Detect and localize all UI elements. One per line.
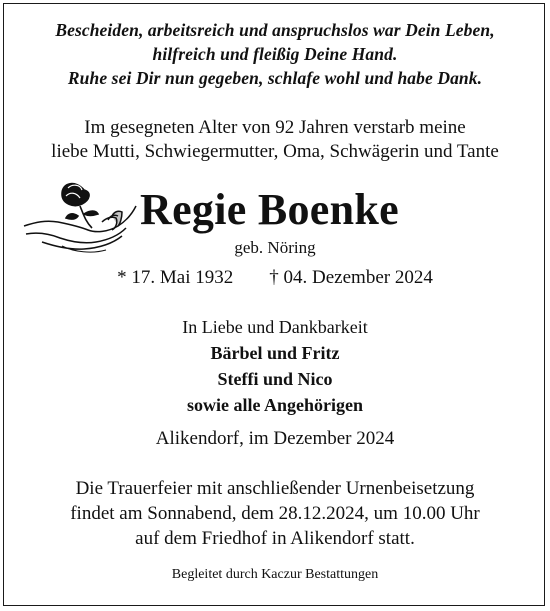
mourners-intro: In Liebe und Dankbarkeit [182,317,368,337]
intro-line: liebe Mutti, Schwiegermutter, Oma, Schwägerin und Tante [51,141,499,162]
life-dates [0,267,550,289]
intro-text [0,116,550,164]
funeral-line: auf dem Friedhof in Alikendorf statt. [135,528,415,549]
funeral-line: Die Trauerfeier mit anschließender Urnenbeisetzung [75,478,475,499]
mourner-name: sowie alle Angehörigen [187,395,363,415]
mourner-name: Steffi und Nico [217,369,333,389]
mourners [0,314,550,418]
deceased-name: Regie Boenke [140,185,400,234]
place-date: Alikendorf, im Dezember 2024 [155,428,395,449]
death-date: † 04. Dezember 2024 [269,267,433,288]
undertaker-credit: Begleitet durch Kaczur Bestattungen [171,567,379,582]
intro-line: Im gesegneten Alter von 92 Jahren verstarb meine [84,117,466,138]
mourner-name: Bärbel und Fritz [210,343,340,363]
poem-line: Ruhe sei Dir nun gegeben, schlafe wohl und habe Dank. [67,68,483,88]
poem-line: Bescheiden, arbeitsreich und anspruchslos war Dein Leben, [55,20,495,40]
funeral-line: findet am Sonnabend, dem 28.12.2024, um 10.00 Uhr [70,503,480,524]
funeral-info [0,476,550,551]
maiden-name: geb. Nöring [234,238,316,257]
poem-line: hilfreich und fleißig Deine Hand. [152,44,398,64]
poem [0,18,550,90]
birth-date: * 17. Mai 1932 [117,267,234,288]
